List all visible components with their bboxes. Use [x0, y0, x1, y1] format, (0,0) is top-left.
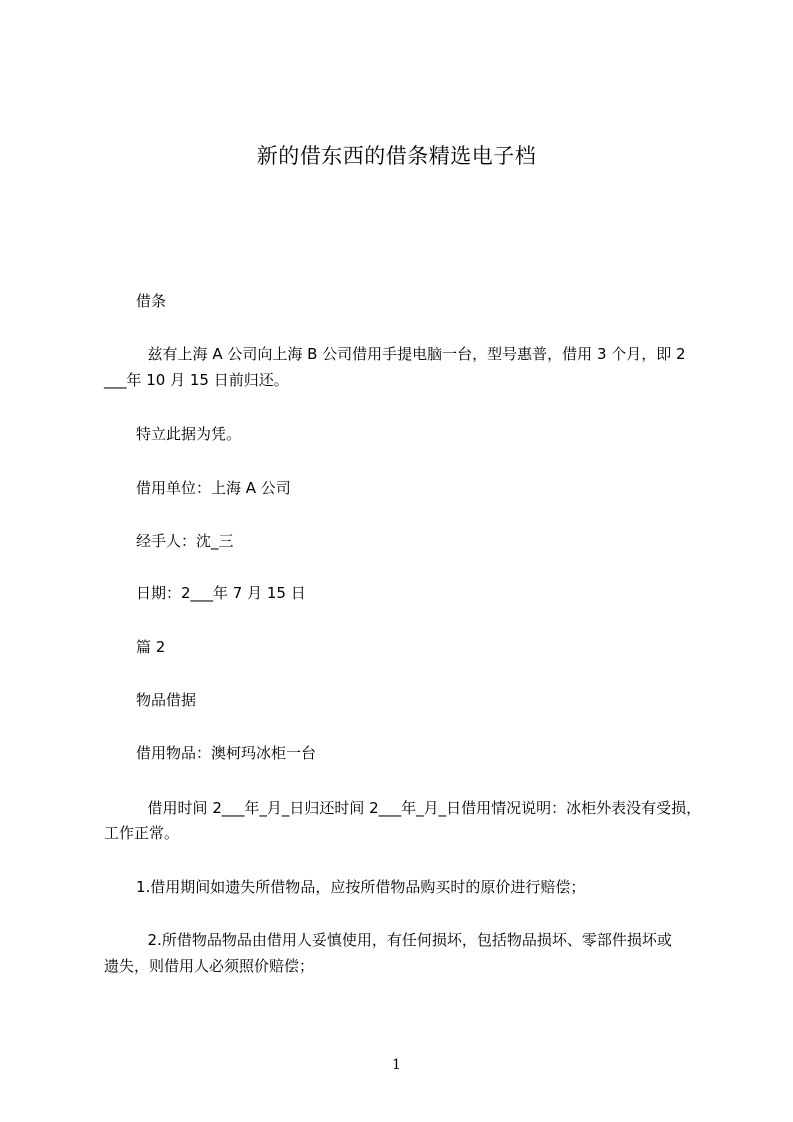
section-heading-part2: 篇 2	[136, 638, 166, 656]
paragraph-rule-1: 1.借用期间如遗失所借物品，应按所借物品购买时的原价进行赔偿；	[136, 878, 586, 896]
paragraph-date: 日期：2___年 7 月 15 日	[136, 584, 306, 602]
paragraph-handler: 经手人：沈_三	[136, 532, 234, 550]
page-number: 1	[392, 1057, 401, 1073]
document-title: 新的借东西的借条精选电子档	[256, 144, 537, 168]
paragraph-loan-statement-line2: ___年 10 月 15 日前归还。	[104, 371, 289, 389]
paragraph-certification: 特立此据为凭。	[136, 425, 242, 443]
heading-jietiao: 借条	[136, 292, 167, 310]
paragraph-loan-statement-line1: 兹有上海 A 公司向上海 B 公司借用手提电脑一台，型号惠普，借用 3 个月，即 2	[138, 345, 686, 363]
paragraph-borrowing-unit: 借用单位：上海 A 公司	[136, 479, 291, 497]
paragraph-borrowed-item: 借用物品：澳柯玛冰柜一台	[136, 744, 317, 762]
paragraph-borrow-time-line1: 借用时间 2___年_月_日归还时间 2___年_月_日借用情况说明：冰柜外表没有受损，	[138, 799, 702, 817]
heading-item-receipt: 物品借据	[136, 691, 197, 709]
paragraph-rule-2-line2: 遗失，则借用人必须照价赔偿；	[104, 957, 315, 975]
paragraph-borrow-time-line2: 工作正常。	[104, 824, 180, 842]
paragraph-rule-2-line1: 2.所借物品物品由借用人妥慎使用，有任何损坏，包括物品损坏、零部件损坏或	[138, 931, 672, 949]
